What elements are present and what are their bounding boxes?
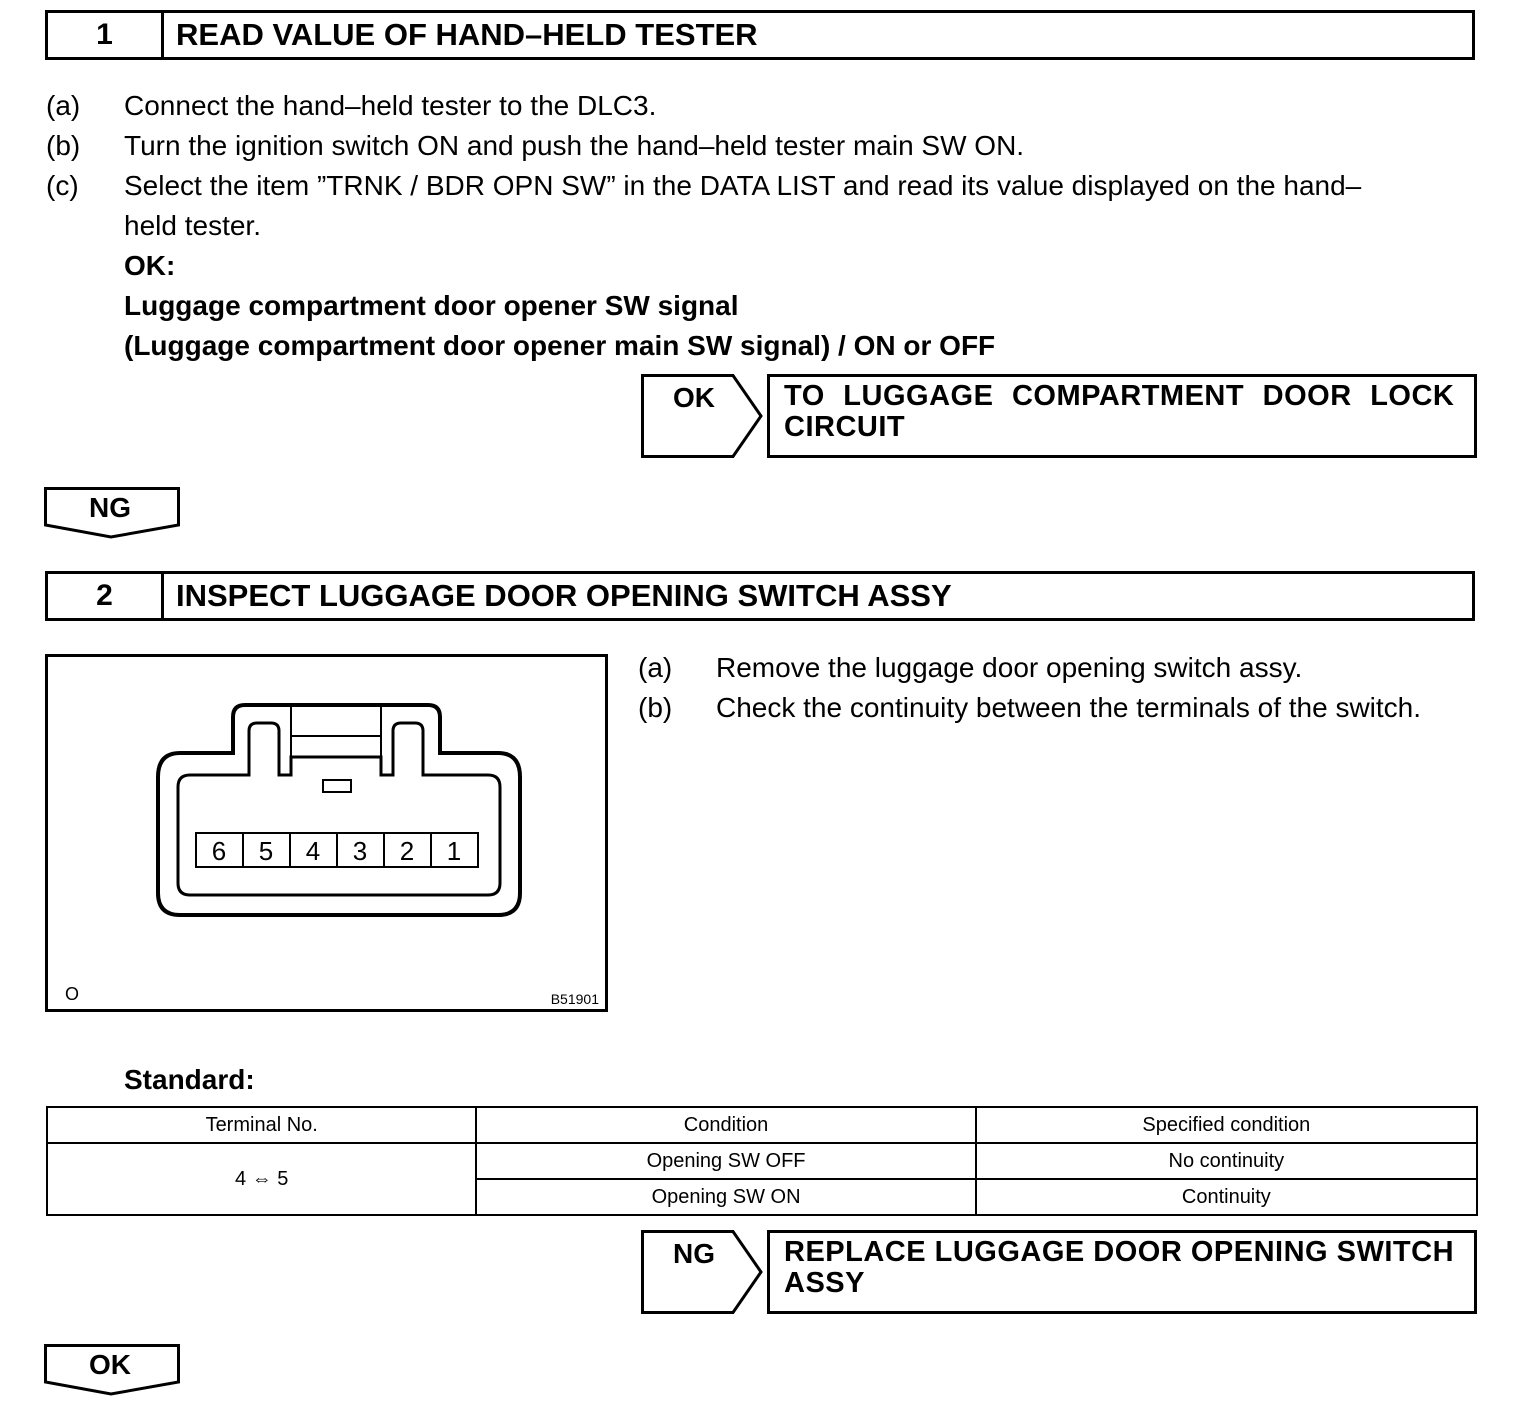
connector-figure (45, 654, 608, 1012)
corner-mark: O (65, 984, 80, 1004)
result-text: ASSY (784, 1267, 865, 1299)
item-text: Turn the ignition switch ON and push the hand–held tester main SW ON. (124, 130, 1025, 161)
result-text: REPLACE LUGGAGE DOOR OPENING SWITCH (784, 1236, 1455, 1268)
tag-label: NG (89, 492, 131, 523)
step-number: 2 (48, 574, 164, 618)
step-title: READ VALUE OF HAND–HELD TESTER (176, 17, 758, 52)
table-header: Terminal No. (47, 1107, 476, 1143)
figure-code: B51901 (550, 991, 599, 1007)
terminal-label: 2 (399, 836, 415, 866)
table-header: Condition (476, 1107, 975, 1143)
terminal-label: 1 (446, 836, 462, 866)
terminal-label: 3 (352, 836, 368, 866)
table-cell-terminal: 4 ⇔ 5 (47, 1143, 476, 1215)
table-header: Specified condition (976, 1107, 1477, 1143)
ok-branch-tag (44, 1344, 182, 1396)
step-1-header (45, 10, 1475, 60)
terminal-label: 5 (258, 836, 274, 866)
standard-heading: Standard: (124, 1064, 255, 1095)
step1-item-a (46, 86, 1486, 126)
tag-label: OK (673, 382, 715, 413)
ng-result-box (767, 1230, 1477, 1314)
step1-item-c (46, 166, 1486, 246)
item-label: (a) (46, 90, 81, 121)
table-cell: Continuity (976, 1179, 1477, 1215)
tag-label: NG (673, 1238, 715, 1269)
ng-branch-tag (44, 487, 182, 539)
item-text: Remove the luggage door opening switch assy. (716, 652, 1303, 683)
ng-branch-tag (641, 1230, 763, 1314)
item-label: (b) (46, 130, 81, 161)
table-cell: No continuity (976, 1143, 1477, 1179)
item-text: Select the item ”TRNK / BDR OPN SW” in the DATA LIST and read its value displayed on the hand– (124, 170, 1362, 201)
ok-spec-line: Luggage compartment door opener SW signal (124, 290, 739, 321)
step-number: 1 (48, 13, 164, 57)
table-cell: Opening SW OFF (476, 1143, 975, 1179)
ok-heading: OK: (124, 250, 176, 281)
terminal-label: 4 (305, 836, 321, 866)
step-2-header (45, 571, 1475, 621)
ok-result-box (767, 374, 1477, 458)
step-title: INSPECT LUGGAGE DOOR OPENING SWITCH ASSY (176, 578, 952, 613)
result-text: TO LUGGAGE COMPARTMENT DOOR LOCK (784, 380, 1455, 412)
ok-spec-line: (Luggage compartment door opener main SW signal) / ON or OFF (124, 330, 996, 361)
terminal-label: 6 (211, 836, 227, 866)
item-label: (c) (46, 170, 79, 201)
step2-item-b (638, 688, 1498, 728)
table-header-row (47, 1107, 1477, 1143)
ok-branch-tag (641, 374, 763, 458)
item-text: Check the continuity between the terminals of the switch. (716, 692, 1422, 723)
item-label: (b) (638, 692, 673, 723)
step1-item-b (46, 126, 1486, 166)
result-text: CIRCUIT (784, 411, 906, 443)
item-text-continued: held tester. (124, 210, 261, 241)
table-row (47, 1143, 1477, 1179)
tag-label: OK (89, 1349, 131, 1380)
item-text: Connect the hand–held tester to the DLC3. (124, 90, 657, 121)
item-label: (a) (638, 652, 673, 683)
table-cell: Opening SW ON (476, 1179, 975, 1215)
standard-table (46, 1106, 1478, 1216)
step2-item-a (638, 648, 1498, 688)
connector-diagram (48, 657, 605, 1009)
